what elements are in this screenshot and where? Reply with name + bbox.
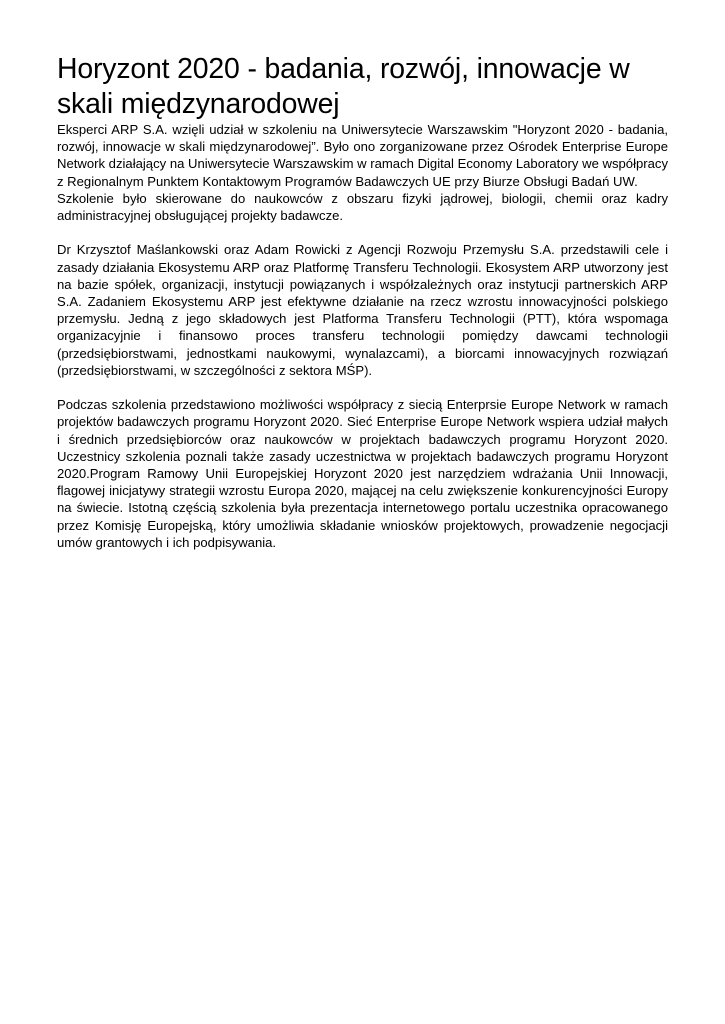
paragraph-spacer [57,379,668,396]
paragraph-spacer [57,224,668,241]
paragraph-een-cooperation: Podczas szkolenia przedstawiono możliwości współpracy z siecią Enterprsie Europe Network w ramach projektów badawczych programu Horyzont 2020. Sieć Enterprise Europe Network wspiera udział małych i średnich przedsiębiorców oraz naukowców w projektach badawczych programu Horyzont 2020. Uczestnicy szkolenia poznali także zasady uczestnictwa w projektach badawczych programu Horyzont 2020.Program Ramowy Unii Europejskiej Horyzont 2020 jest narzędziem wdrażania Unii Innowacji, flagowej inicjatywy strategii wzrostu Europa 2020, mającej na celu zwiększenie konkurencyjności Europy na świecie. Istotną częścią szkolenia była prezentacja internetowego portalu uczestnika opracowanego przez Komisję Europejską, który umożliwia składanie wniosków projektowych, prowadzenie negocjacji umów grantowych i ich podpisywania. [57,397,668,550]
paragraph-audience: Szkolenie było skierowane do naukowców z obszaru fizyki jądrowej, biologii, chemii oraz kadry administracyjnej obsługującej projekty badawcze. [57,190,668,224]
paragraph-arp-ecosystem: Dr Krzysztof Maślankowski oraz Adam Rowicki z Agencji Rozwoju Przemysłu S.A. przedstawili cele i zasady działania Ekosystemu ARP oraz Platformę Transferu Technologii. Ekosystem ARP utworzony jest na bazie spółek, organizacji, instytucji powiązanych i współzależnych oraz instytucji partnerskich ARP S.A. Zadaniem Ekosystemu ARP jest efektywne działanie na rzecz wzrostu innowacyjności polskiego przemysłu. Jedną z jego składowych jest Platforma Transferu Technologii (PTT), która wspomaga organizacyjnie i finansowo proces transferu technologii pomiędzy dawcami technologii (przedsiębiorstwami, jednostkami naukowymi, wynalazcami), a biorcami innowacyjnych rozwiązań (przedsiębiorstwami, w szczególności z sektora MŚP). [57,242,668,378]
page-title: Horyzont 2020 - badania, rozwój, innowacje w skali międzynarodowej [57,53,630,120]
article-body [57,121,668,551]
paragraph-intro: Eksperci ARP S.A. wzięli udział w szkoleniu na Uniwersytecie Warszawskim "Horyzont 2020 - badania, rozwój, innowacje w skali międzynarodowej”. Było ono zorganizowane przez Ośrodek Enterprise Europe Network działający na Uniwersytecie Warszawskim w ramach Digital Economy Laboratory we współpracy z Regionalnym Punktem Kontaktowym Programów Badawczych UE przy Biurze Obsługi Badań UW. [57,122,668,189]
